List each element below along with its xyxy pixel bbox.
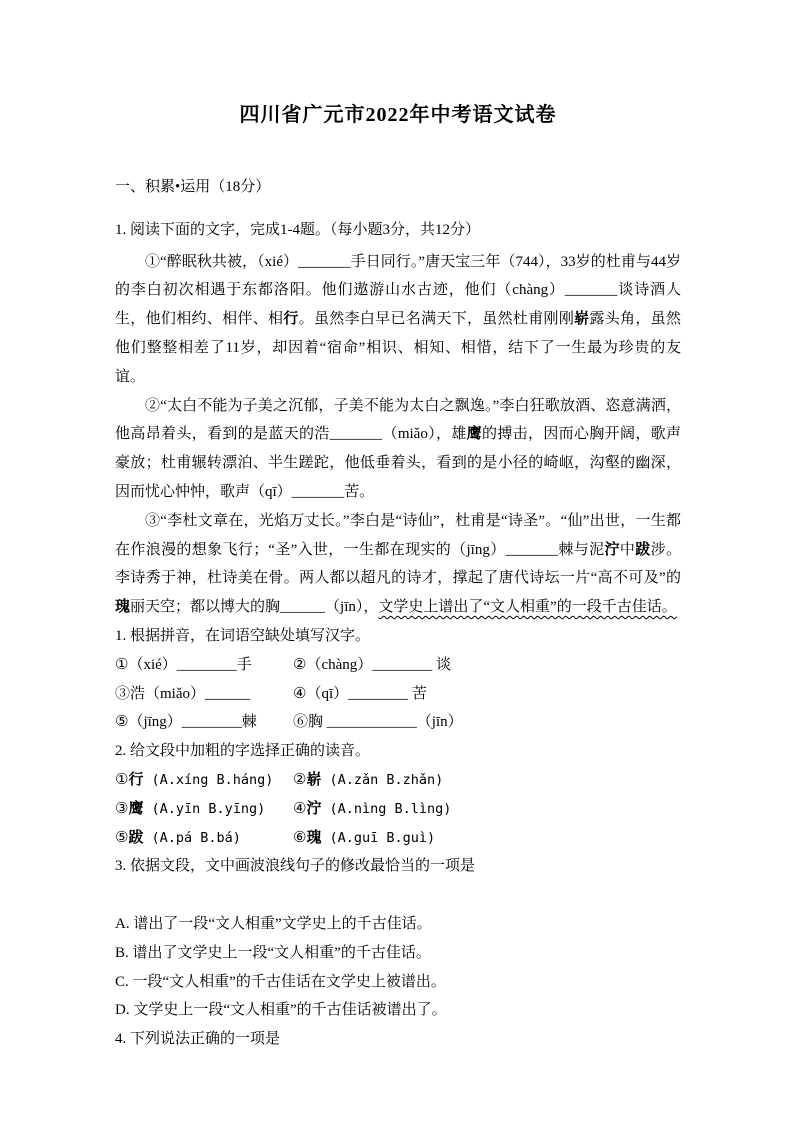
bold-character: 瑰 xyxy=(306,829,322,846)
bold-character: 跋 xyxy=(635,541,651,558)
pronunciation-options: (A.zǎn B.zhǎn) xyxy=(329,771,444,788)
sub-question-3-prompt: 3. 依据文段，文中画波浪线句子的修改最恰当的一项是 xyxy=(115,858,476,875)
passage-paragraph-3 xyxy=(115,507,681,622)
item-number: ② xyxy=(293,771,307,788)
fill-item-3: ③浩（miǎo）______ xyxy=(115,685,250,702)
pronunciation-options: (A.pá B.bá) xyxy=(151,829,241,846)
fill-item-4: ④（qī）________ 苦 xyxy=(293,685,427,702)
fill-blank: ______ xyxy=(280,599,326,616)
blank-line xyxy=(115,881,681,910)
text-segment: ③“李杜文章在，光焰万丈长。”李白是“诗仙”，杜甫是“诗圣”。“仙”出世，一生都在作浪漫的想象飞行；“圣”入世，一生都在现实的（jīng） xyxy=(115,512,681,558)
bold-character: 瑰 xyxy=(115,599,131,616)
item-number: ⑤ xyxy=(115,829,129,846)
fill-blank: _______ xyxy=(564,282,618,299)
pronunciation-row xyxy=(115,766,681,795)
pinyin-fill-row xyxy=(115,680,681,709)
pinyin-fill-row xyxy=(115,651,681,680)
text-segment: （miǎo），雄 xyxy=(382,426,467,443)
sub-question-1-prompt: 1. 根据拼音，在词语空缺处填写汉字。 xyxy=(115,627,371,644)
text-segment: 。虽然李白早已名满天下，虽然杜甫刚刚 xyxy=(298,311,575,328)
pronunciation-options: (A.nìng B.lìng) xyxy=(329,800,452,817)
bold-character: 崭 xyxy=(306,771,322,788)
fill-blank: _______ xyxy=(291,483,345,500)
pronunciation-row xyxy=(115,824,681,853)
bold-character: 泞 xyxy=(604,541,620,558)
item-number: ⑥ xyxy=(293,829,307,846)
fill-item-2: ②（chàng）________ 谈 xyxy=(293,656,452,673)
text-segment: 露头角，虽然他们整整相差了11岁，却因着“宿命”相识、相知、相惜，结下了一生最为珍贵的友谊。 xyxy=(115,311,681,385)
text-segment: 丽天空；都以博大的胸 xyxy=(130,599,281,616)
pronunciation-item-1 xyxy=(115,766,293,795)
bold-character: 行 xyxy=(128,771,144,788)
item-number: ③ xyxy=(115,800,129,817)
item-number: ④ xyxy=(293,800,307,817)
pronunciation-options: (A.yīn B.yīng) xyxy=(151,800,266,817)
passage-paragraph-1 xyxy=(115,248,681,392)
sub-question-2 xyxy=(115,737,681,852)
pronunciation-row xyxy=(115,795,681,824)
fill-blank: _______ xyxy=(298,253,351,270)
wavy-underline-sentence: 文学史上谱出了“文人相重”的一段千古佳话。 xyxy=(378,599,677,616)
text-segment: 棘与泥 xyxy=(558,541,605,558)
pronunciation-options: (A.xíng B.háng) xyxy=(151,771,274,788)
bold-character: 崭 xyxy=(574,311,590,328)
sub-question-1 xyxy=(115,622,681,737)
option-d: D. 文学史上一段“文人相重”的千古佳话被谱出了。 xyxy=(115,1002,447,1019)
bold-character: 泞 xyxy=(306,800,322,817)
pronunciation-item-4 xyxy=(293,795,471,824)
bold-character: 跋 xyxy=(128,829,144,846)
fill-blank: _______ xyxy=(329,426,383,443)
text-segment: 涉。李诗秀于神，杜诗美在骨。两人都以超凡的诗才，撑起了唐代诗坛一片“高不可及”的 xyxy=(115,541,681,587)
text-segment: （jīn）， xyxy=(325,599,379,616)
passage-paragraph-2 xyxy=(115,392,681,507)
sub-question-4-prompt: 4. 下列说法正确的一项是 xyxy=(115,1031,281,1048)
pinyin-fill-row xyxy=(115,708,681,737)
bold-character: 行 xyxy=(283,311,299,328)
pronunciation-options: (A.guī B.guì) xyxy=(329,829,436,846)
section-heading: 一、积累•运用（18分） xyxy=(115,179,271,195)
bold-character: 鹰 xyxy=(466,426,482,443)
pronunciation-item-6 xyxy=(293,824,471,853)
text-segment: 的搏击，因而心胸开阔，歌声豪放；杜甫辗转漂泊、半生蹉跎，他低垂着头，看到的是小径的崎岖，沟壑的幽深，因而忧心忡忡，歌声（qī） xyxy=(115,426,681,500)
pronunciation-item-2 xyxy=(293,766,471,795)
sub-question-4 xyxy=(115,1025,681,1054)
text-segment: ②“太白不能为子美之沉郁，子美不能为太白之飘逸。”李白狂歌放酒、恣意满洒，他高昂着头，看到的是蓝天的浩 xyxy=(115,397,681,443)
pronunciation-item-5 xyxy=(115,824,293,853)
option-b: B. 谱出了文学史上一段“文人相重”的千古佳话。 xyxy=(115,944,431,961)
fill-blank: _______ xyxy=(505,541,559,558)
sub-question-2-prompt: 2. 给文段中加粗的字选择正确的读音。 xyxy=(115,743,371,760)
pronunciation-item-3 xyxy=(115,795,293,824)
sub-question-3 xyxy=(115,852,681,1025)
item-number: ① xyxy=(115,771,129,788)
fill-item-5: ⑤（jīng）________棘 xyxy=(115,714,257,731)
text-segment: ①“醉眠秋共被，（xié） xyxy=(145,253,299,270)
question-1-intro: 1. 阅读下面的文字，完成1-4题。（每小题3分，共12分） xyxy=(115,221,480,238)
option-a: A. 谱出了一段“文人相重”文学史上的千古佳话。 xyxy=(115,915,432,932)
bold-character: 鹰 xyxy=(128,800,144,817)
text-segment: 手日同行。”唐天宝三年（744），33岁的杜甫与44岁的李白初次相遇于东都洛阳。他们遨游山水古迹，他们（chàng） xyxy=(115,253,682,299)
fill-item-1: ①（xié）________手 xyxy=(115,656,252,673)
text-segment: 谈诗酒人生，他们相约、相伴、相 xyxy=(115,282,681,328)
text-segment: 苦。 xyxy=(344,483,375,500)
option-c: C. 一段“文人相重”的千古佳话在文学史上被谱出。 xyxy=(115,973,446,990)
fill-item-6: ⑥胸 ____________（jīn） xyxy=(293,714,463,731)
text-segment: 中 xyxy=(619,541,636,558)
page-title: 四川省广元市2022年中考语文试卷 xyxy=(239,104,557,126)
